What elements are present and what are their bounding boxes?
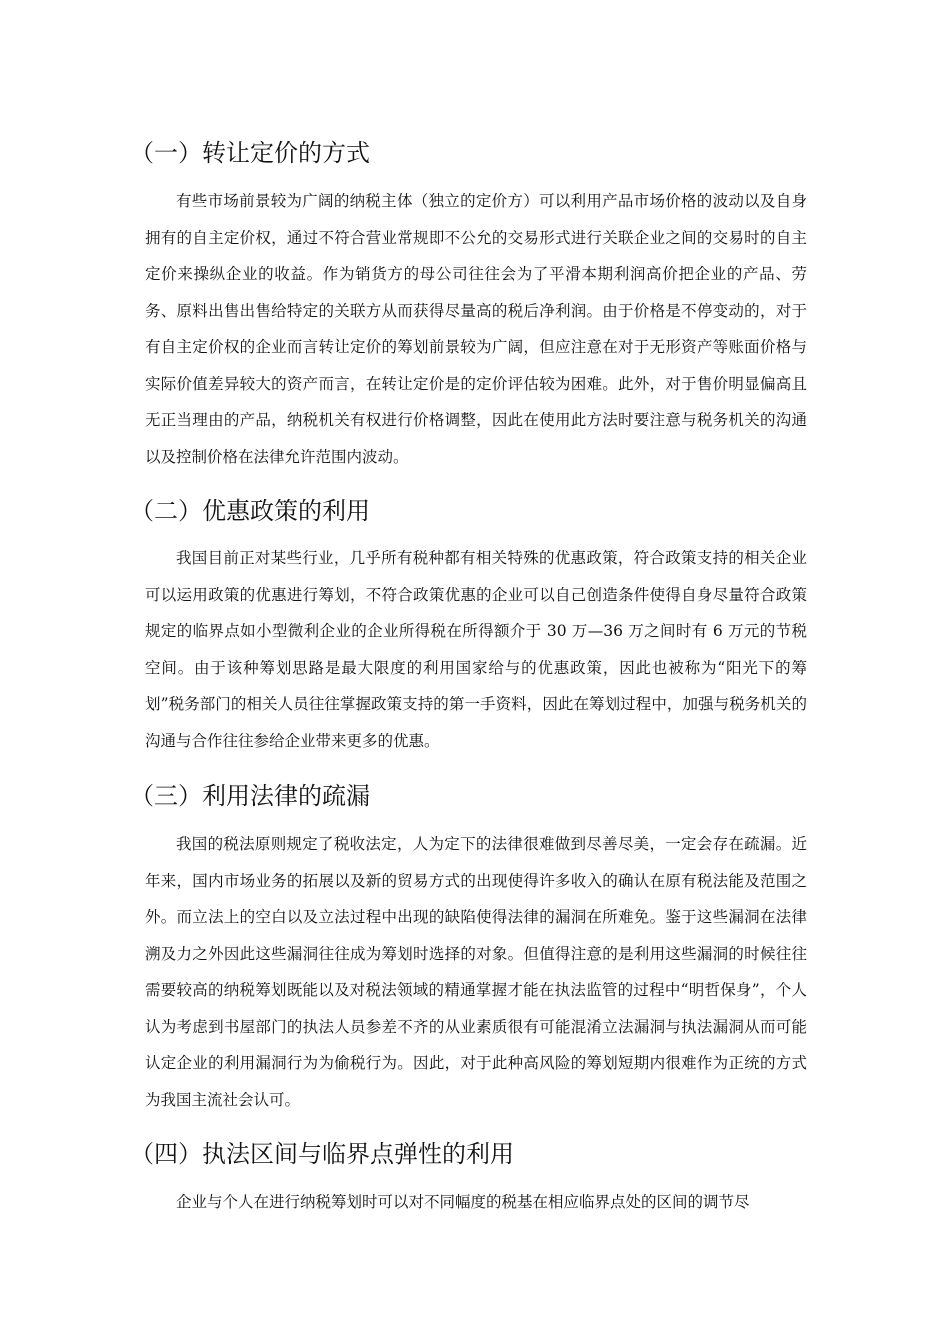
section-2-paragraph: 我国目前正对某些行业，几乎所有税种都有相关特殊的优惠政策，符合政策支持的相关企业可以运用政策的优惠进行筹划，不符合政策优惠的企业可以自己创造条件使得自身尽量符合政策规定的临界点如小型微利企业的企业所得税在所得额介于 30 万—36 万之间时有 6 万元的节税空间。由于该种筹划思路是最大限度的利用国家给与的优惠政策，因此也被称为“阳光下的筹划”税务部门的相关人员往往掌握政策支持的第一手资料，因此在筹划过程中，加强与税务机关的沟通与合作往往参给企业带来更多的优惠。 [145, 549, 807, 750]
section-2-heading: （二）优惠政策的利用 [130, 497, 370, 525]
section-3-paragraph: 我国的税法原则规定了税收法定，人为定下的法律很难做到尽善尽美，一定会存在疏漏。近年来，国内市场业务的拓展以及新的贸易方式的出现使得许多收入的确认在原有税法能及范围之外。而立法上的空白以及立法过程中出现的缺陷使得法律的漏洞在所难免。鉴于这些漏洞在法律溯及力之外因此这些漏洞往往成为筹划时选择的对象。但值得注意的是利用这些漏洞的时候往往需要较高的纳税筹划既能以及对税法领域的精通掌握才能在执法监管的过程中“明哲保身”，个人认为考虑到书屋部门的执法人员参差不齐的从业素质很有可能混淆立法漏洞与执法漏洞从而可能认定企业的利用漏洞行为为偷税行为。因此，对于此种高风险的筹划短期内很难作为正统的方式为我国主流社会认可。 [145, 835, 807, 1109]
section-4-paragraph: 企业与个人在进行纳税筹划时可以对不同幅度的税基在相应临界点处的区间的调节尽 [176, 1193, 750, 1211]
section-1-paragraph: 有些市场前景较为广阔的纳税主体（独立的定价方）可以利用产品市场价格的波动以及自身拥有的自主定价权，通过不符合营业常规即不公允的交易形式进行关联企业之间的交易时的自主定价来操纵企业的收益。作为销货方的母公司往往会为了平滑本期利润高价把企业的产品、劳务、原料出售出售给特定的关联方从而获得尽量高的税后净利润。由于价格是不停变动的，对于有自主定价权的企业而言转让定价的筹划前景较为广阔，但应注意在对于无形资产等账面价格与实际价值差异较大的资产而言，在转让定价是的定价评估较为困难。此外，对于售价明显偏高且无正当理由的产品，纳税机关有权进行价格调整，因此在使用此方法时要注意与税务机关的沟通以及控制价格在法律允许范围内波动。 [145, 192, 807, 466]
section-1-heading: （一）转让定价的方式 [130, 139, 370, 167]
section-4-heading: （四）执法区间与临界点弹性的利用 [130, 1140, 514, 1168]
section-3-heading: （三）利用法律的疏漏 [130, 782, 370, 810]
